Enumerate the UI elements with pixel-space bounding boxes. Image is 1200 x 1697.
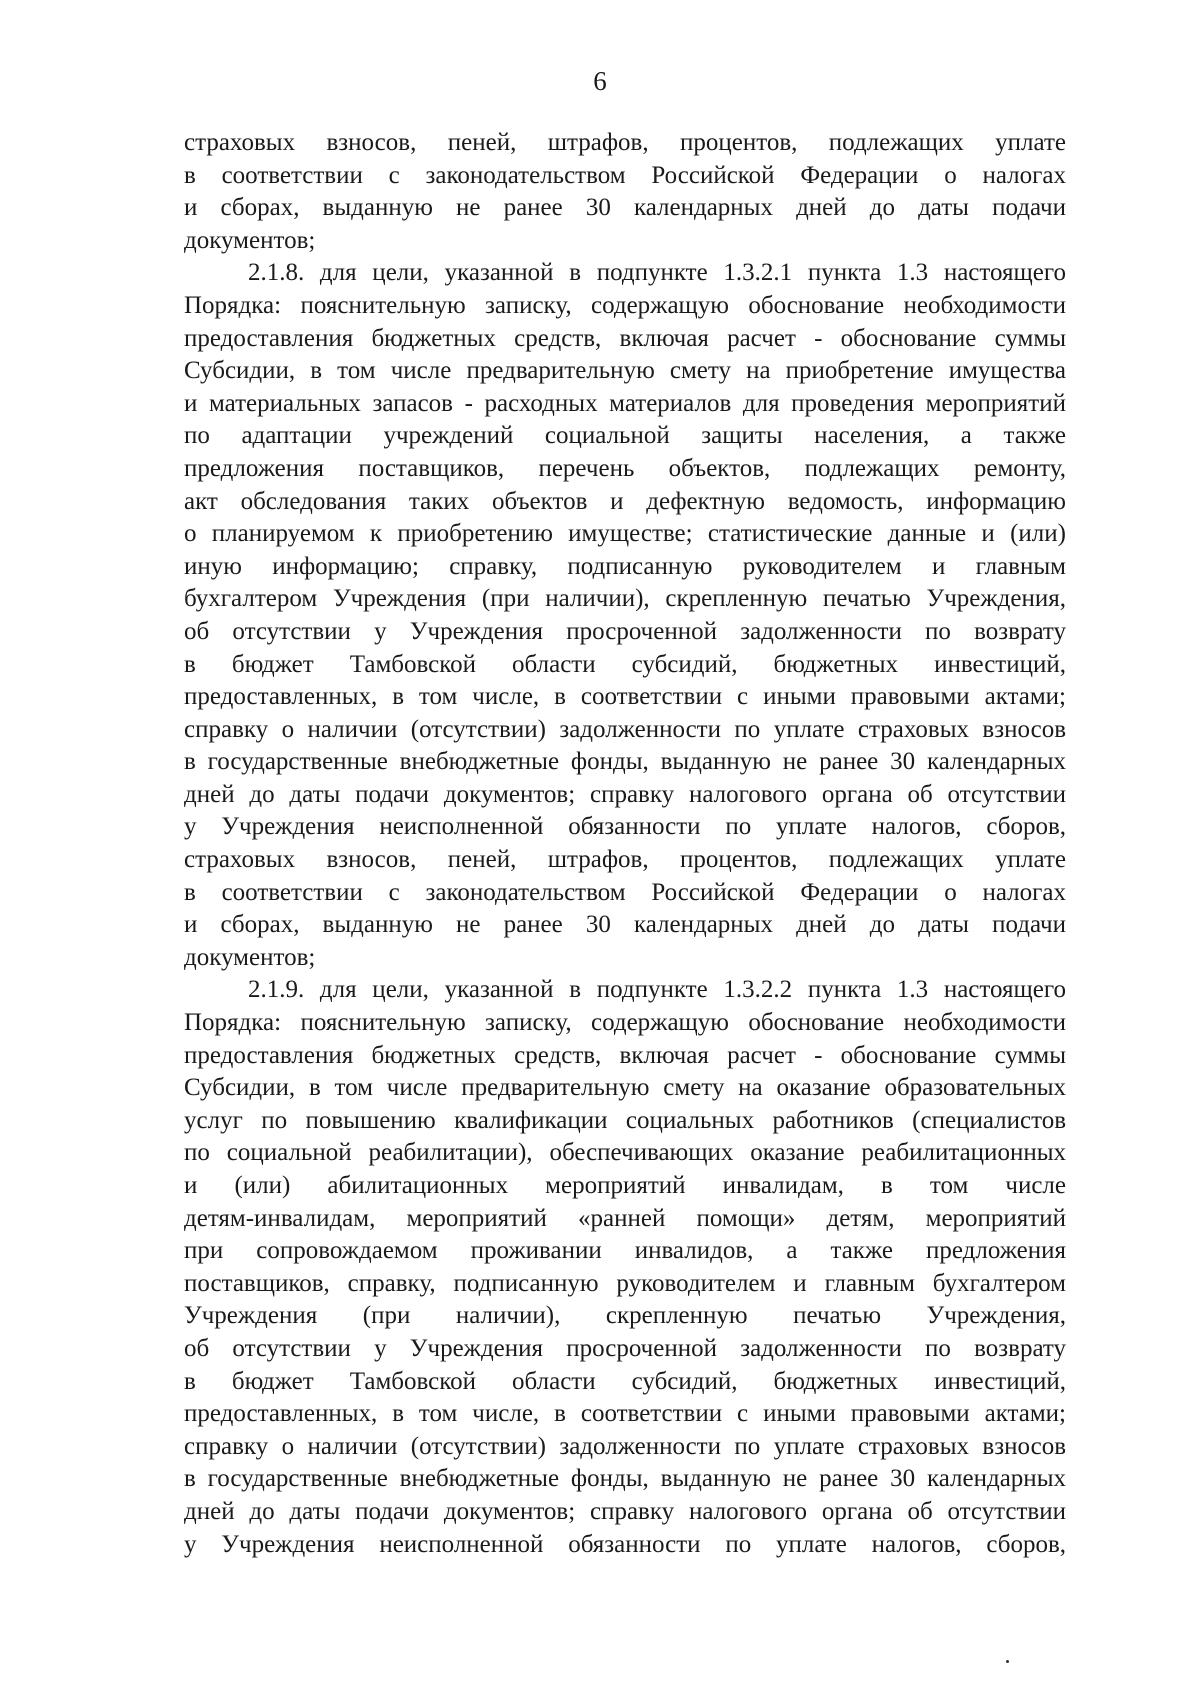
text-line: при сопровождаемом проживании инвалидов, а также предложения <box>184 1237 1066 1265</box>
text-line: бухгалтером Учреждения (при наличии), скрепленную печатью Учреждения, <box>184 585 1066 613</box>
text-line: у Учреждения неисполненной обязанности по уплате налогов, сборов, <box>184 1530 1066 1558</box>
page-number: 6 <box>593 66 607 96</box>
text-line: по социальной реабилитации), обеспечивающих оказание реабилитационных <box>184 1139 1066 1167</box>
paragraph-2-1-8-start: 2.1.8. для цели, указанной в подпункте 1.3.2.1 пункта 1.3 настоящего <box>248 259 1066 287</box>
text-line: предложения поставщиков, перечень объектов, подлежащих ремонту, <box>184 454 1066 482</box>
text-line: Субсидии, в том числе предварительную смету на оказание образовательных <box>184 1074 1066 1102</box>
text-line: в государственные внебюджетные фонды, выданную не ранее 30 календарных <box>184 748 1066 776</box>
text-line: предоставления бюджетных средств, включая расчет - обоснование суммы <box>184 1041 1066 1069</box>
text-line: акт обследования таких объектов и дефектную ведомость, информацию <box>184 487 1066 515</box>
text-line: и сборах, выданную не ранее 30 календарных дней до даты подачи <box>184 194 1066 222</box>
text-line: дней до даты подачи документов; справку налогового органа об отсутствии <box>184 780 1066 808</box>
text-line: детям-инвалидам, мероприятий «ранней помощи» детям, мероприятий <box>184 1204 1066 1232</box>
text-line: Порядка: пояснительную записку, содержащую обоснование необходимости <box>184 1009 1066 1037</box>
document-body <box>184 127 1066 1561</box>
text-line: поставщиков, справку, подписанную руководителем и главным бухгалтером <box>184 1269 1066 1297</box>
text-line: об отсутствии у Учреждения просроченной задолженности по возврату <box>184 617 1066 645</box>
text-line: справку о наличии (отсутствии) задолженности по уплате страховых взносов <box>184 715 1066 743</box>
text-line: и (или) абилитационных мероприятий инвалидам, в том числе <box>184 1172 1066 1199</box>
text-line: дней до даты подачи документов; справку налогового органа об отсутствии <box>184 1497 1066 1525</box>
text-line: у Учреждения неисполненной обязанности по уплате налогов, сборов, <box>184 813 1066 841</box>
text-line: о планируемом к приобретению имуществе; статистические данные и (или) <box>184 520 1066 548</box>
text-line: Учреждения (при наличии), скрепленную печатью Учреждения, <box>184 1302 1066 1330</box>
text-line: иную информацию; справку, подписанную руководителем и главным <box>184 552 1066 580</box>
text-line: предоставления бюджетных средств, включая расчет - обоснование суммы <box>184 324 1066 352</box>
text-line: Порядка: пояснительную записку, содержащую обоснование необходимости <box>184 291 1066 319</box>
text-line: в соответствии с законодательством Российской Федерации о налогах <box>184 161 1066 189</box>
text-line: и материальных запасов - расходных материалов для проведения мероприятий <box>184 389 1066 417</box>
text-line: в соответствии с законодательством Российской Федерации о налогах <box>184 878 1066 906</box>
text-line: страховых взносов, пеней, штрафов, процентов, подлежащих уплате <box>184 846 1066 874</box>
text-line: услуг по повышению квалификации социальных работников (специалистов <box>184 1106 1066 1134</box>
text-line: справку о наличии (отсутствии) задолженности по уплате страховых взносов <box>184 1432 1066 1460</box>
text-line: документов; <box>184 943 316 971</box>
text-line: в государственные внебюджетные фонды, выданную не ранее 30 календарных <box>184 1465 1066 1493</box>
text-line: Субсидии, в том числе предварительную смету на приобретение имущества <box>184 357 1066 385</box>
text-line: страховых взносов, пеней, штрафов, процентов, подлежащих уплате <box>184 129 1066 156</box>
paragraph-2-1-9-start: 2.1.9. для цели, указанной в подпункте 1.3.2.2 пункта 1.3 настоящего <box>248 976 1066 1004</box>
text-line: в бюджет Тамбовской области субсидий, бюджетных инвестиций, <box>184 650 1066 678</box>
text-line: предоставленных, в том числе, в соответствии с иными правовыми актами; <box>184 683 1066 711</box>
text-line: документов; <box>184 226 316 254</box>
text-line: по адаптации учреждений социальной защиты населения, а также <box>184 422 1066 450</box>
text-line: об отсутствии у Учреждения просроченной задолженности по возврату <box>184 1334 1066 1362</box>
text-line: и сборах, выданную не ранее 30 календарных дней до даты подачи <box>184 911 1066 939</box>
scan-speck <box>1006 1660 1009 1663</box>
text-line: в бюджет Тамбовской области субсидий, бюджетных инвестиций, <box>184 1367 1066 1395</box>
text-line: предоставленных, в том числе, в соответствии с иными правовыми актами; <box>184 1400 1066 1428</box>
